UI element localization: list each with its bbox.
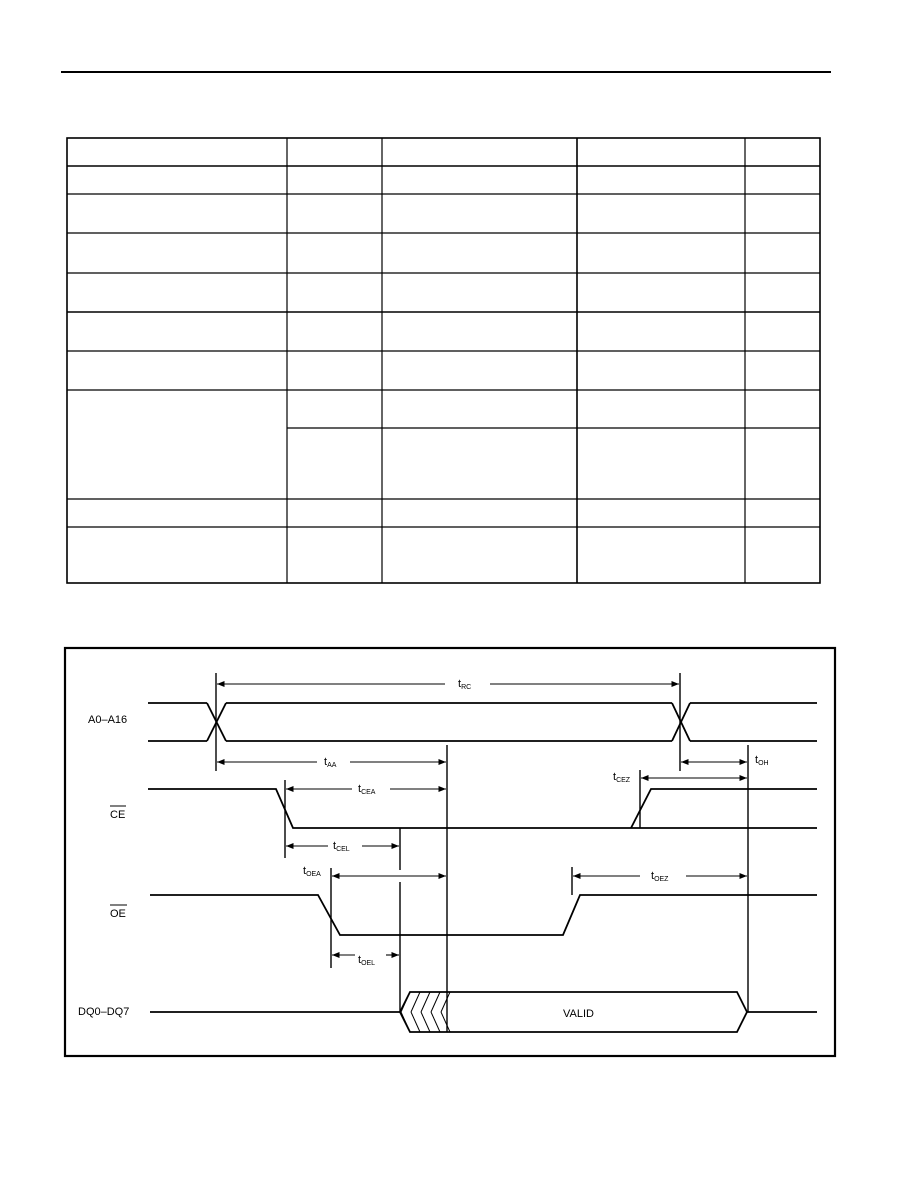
reference-lines (216, 673, 748, 1032)
data-waveform (150, 992, 817, 1032)
label-tcez: tCEZ (613, 771, 631, 784)
valid-label: VALID (563, 1008, 594, 1020)
ce-waveform (148, 789, 817, 828)
label-trc: tRC (458, 678, 472, 691)
signal-label-oe: OE (110, 908, 126, 920)
signal-label-address: A0–A16 (88, 714, 128, 726)
label-toel: tOEL (358, 954, 376, 967)
oe-waveform (150, 895, 817, 935)
label-tcea: tCEA (358, 783, 376, 796)
label-toez: tOEZ (651, 870, 669, 883)
label-taa: tAA (324, 756, 337, 769)
data-transition-hatch (401, 992, 450, 1032)
label-tcel: tCEL (333, 840, 350, 853)
signal-label-data: DQ0–DQ7 (78, 1006, 130, 1018)
address-waveform (148, 703, 817, 741)
timing-arrows (217, 684, 747, 955)
diagram-frame (65, 648, 835, 1056)
label-toea: tOEA (303, 865, 321, 878)
label-toh: tOH (755, 754, 769, 767)
signal-label-ce: CE (110, 809, 126, 821)
